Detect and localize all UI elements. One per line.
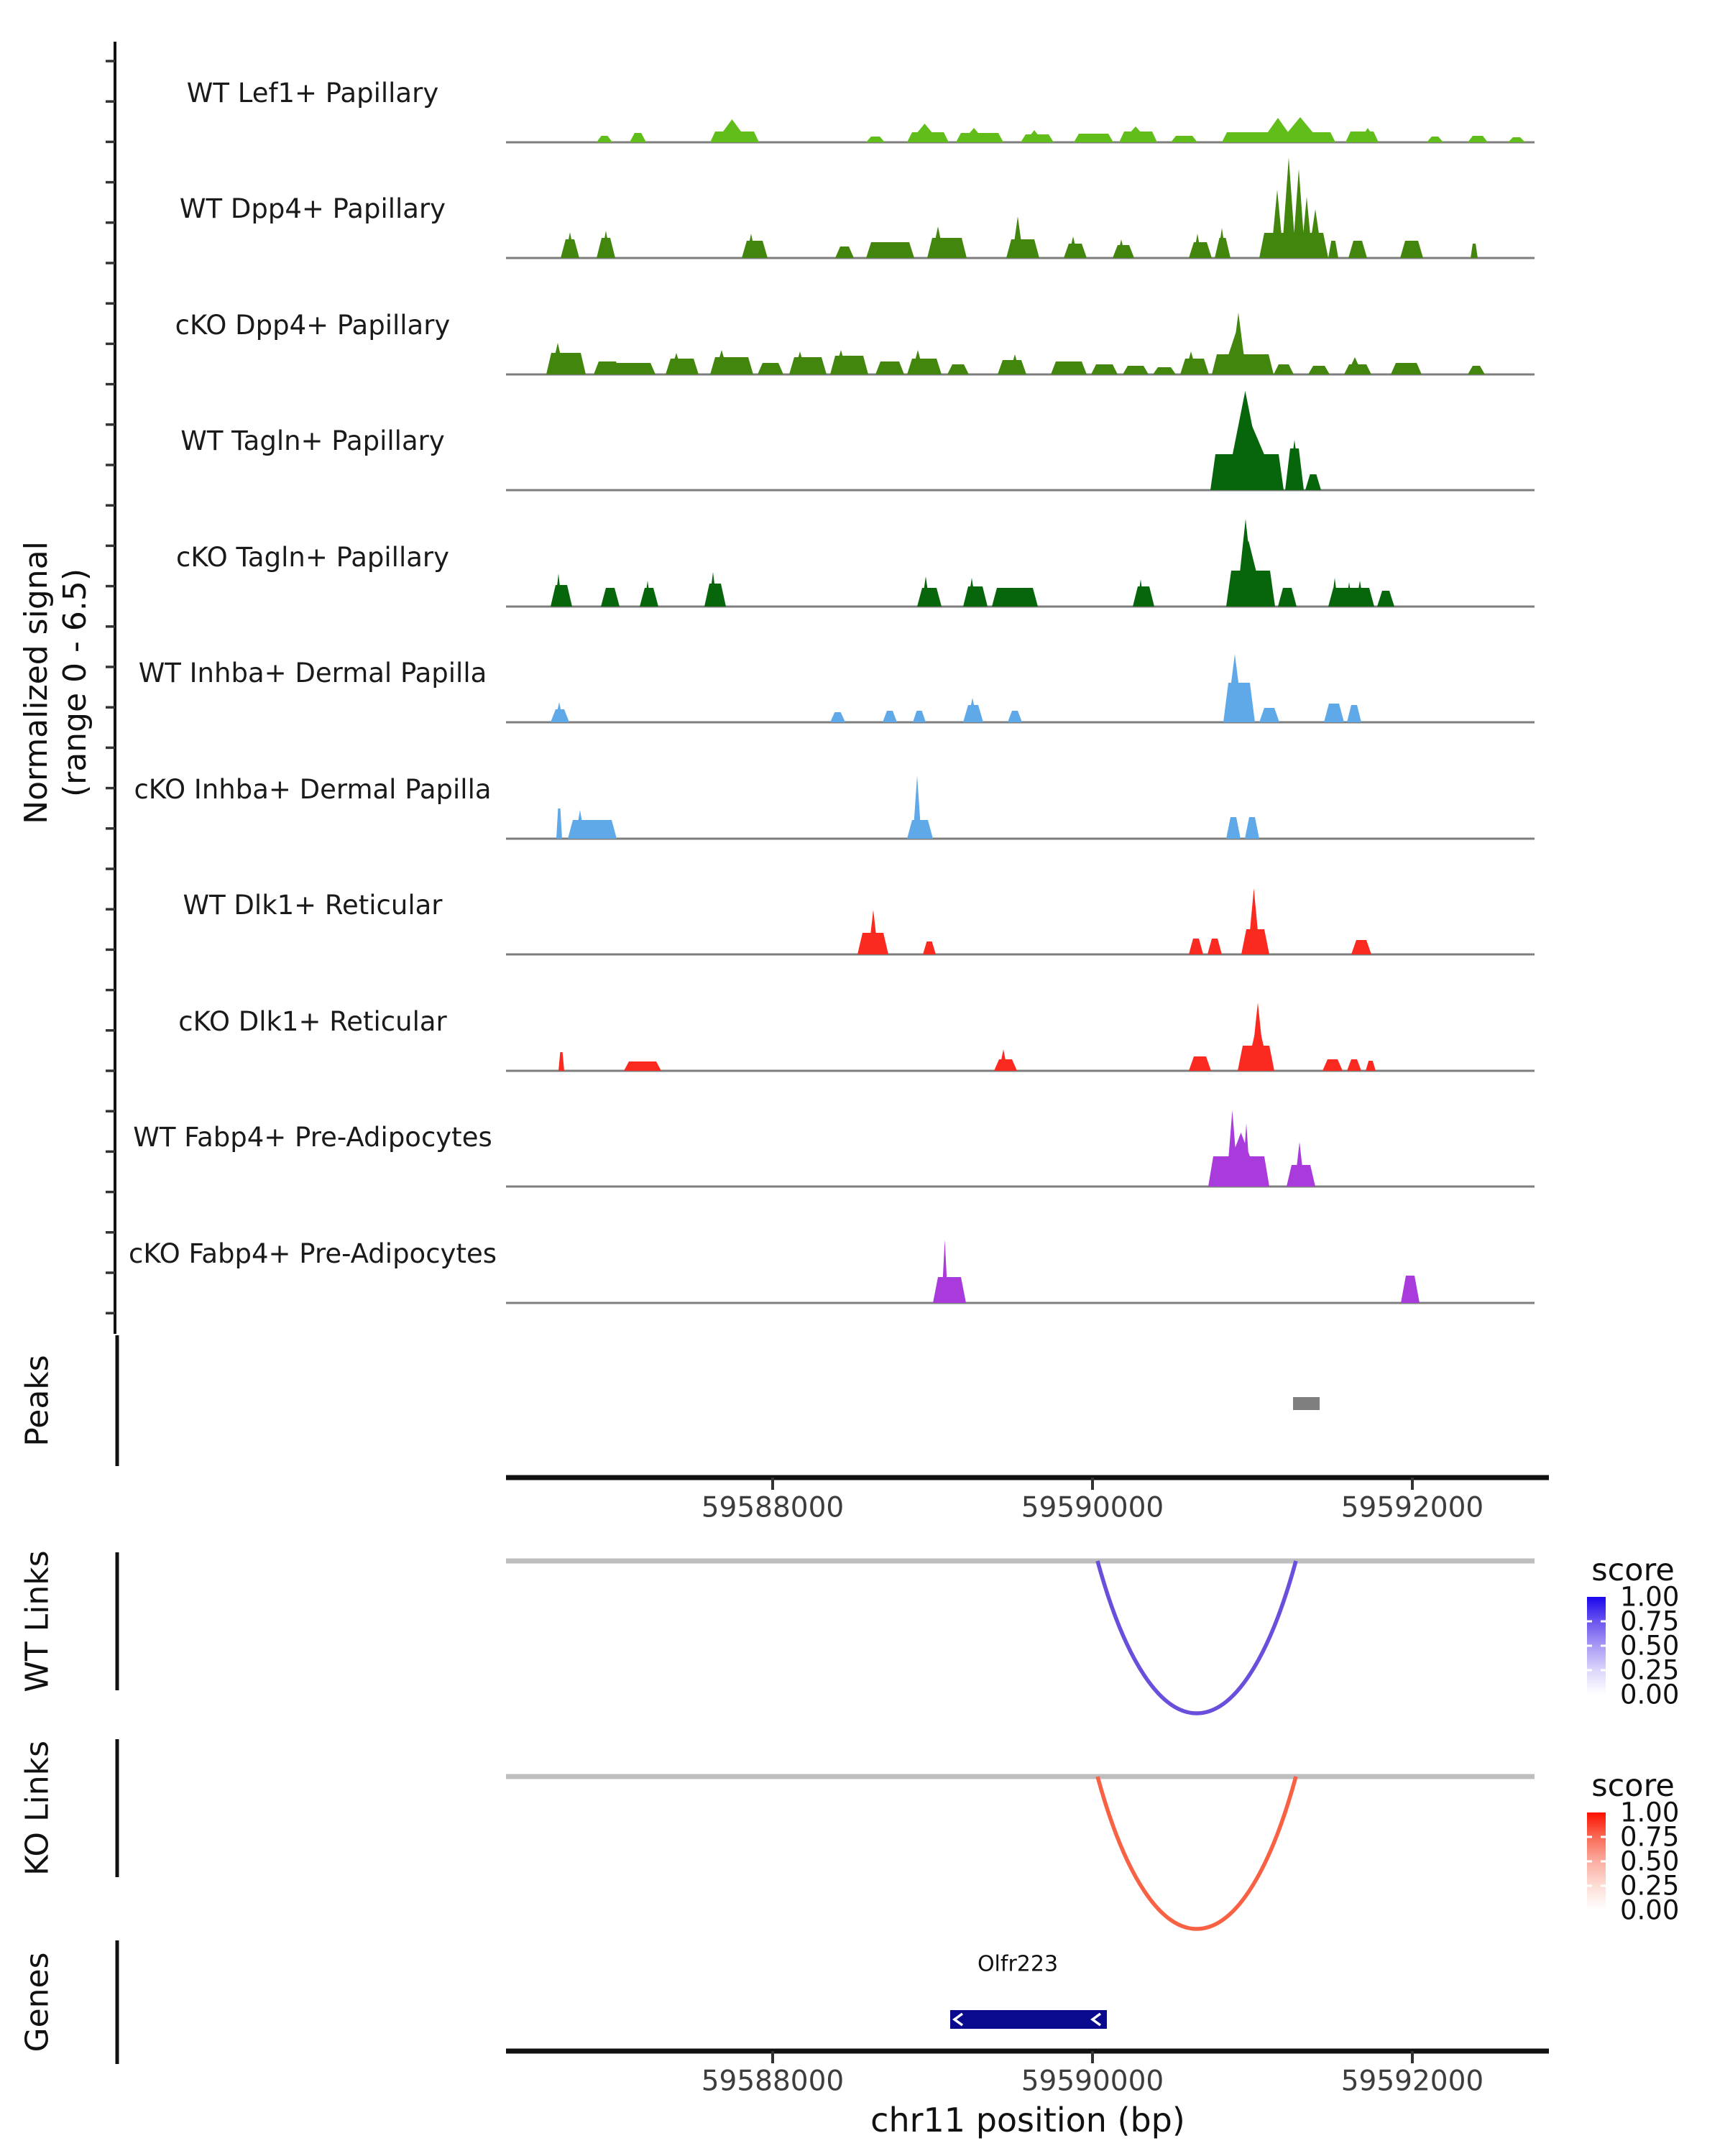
y-axis-title-line1: Normalized signal — [18, 541, 55, 824]
signal-track-area — [1245, 817, 1259, 839]
colorbar-tick-mark — [1601, 1861, 1606, 1863]
y-axis-title-line2: (range 0 - 6.5) — [57, 568, 93, 798]
signal-track-area — [568, 820, 617, 839]
signal-track-peak — [1251, 1003, 1265, 1071]
track-label: cKO Dpp4+ Papillary — [175, 310, 451, 341]
track-label: cKO Fabp4+ Pre-Adipocytes — [128, 1238, 497, 1269]
colorbar-tick-label: 0.00 — [1620, 1894, 1680, 1926]
signal-track-area — [1074, 134, 1113, 142]
signal-track-area — [1278, 588, 1297, 607]
signal-track-area — [624, 1061, 661, 1071]
track-label: WT Dlk1+ Reticular — [183, 890, 443, 921]
signal-track-area — [1051, 361, 1087, 374]
track-label: cKO Inhba+ Dermal Papilla — [134, 774, 492, 805]
peaks-box — [1293, 1397, 1320, 1410]
signal-track-peak — [1012, 216, 1024, 258]
colorbar-tick-mark — [1587, 1861, 1592, 1863]
signal-track-area — [1401, 1276, 1420, 1303]
signal-track-area — [630, 133, 646, 142]
signal-track-area — [1091, 364, 1118, 374]
signal-track-area — [1153, 367, 1176, 374]
signal-track-peak — [715, 119, 749, 142]
genomic-tick-label: 59592000 — [1340, 2065, 1484, 2098]
colorbar-tick-mark — [1587, 1621, 1592, 1623]
colorbar-tick-mark — [1587, 1836, 1592, 1838]
colorbar-tick-mark — [1587, 1669, 1592, 1672]
colorbar-tick-label: 0.50 — [1620, 1630, 1680, 1662]
track-label: WT Fabp4+ Pre-Adipocytes — [133, 1122, 492, 1153]
colorbar-tick-mark — [1601, 1669, 1606, 1672]
score-legend-title-wt: score — [1591, 1552, 1675, 1588]
signal-track-peak — [1294, 1142, 1305, 1187]
signal-track-area — [1347, 705, 1361, 722]
signal-track-area — [1366, 1061, 1376, 1071]
section-label-peaks: Peaks — [19, 1355, 56, 1447]
signal-track-area — [610, 363, 656, 374]
signal-track-area — [558, 1052, 564, 1071]
colorbar-tick-label: 0.00 — [1620, 1679, 1680, 1710]
signal-track-peak — [1271, 190, 1284, 258]
signal-track-area — [1348, 241, 1367, 258]
signal-track-peak — [1225, 391, 1265, 490]
colorbar-tick-mark — [1601, 1621, 1606, 1623]
signal-track-area — [875, 361, 904, 374]
colorbar-tick-label: 0.75 — [1620, 1606, 1680, 1637]
track-label: cKO Tagln+ Papillary — [175, 542, 450, 573]
signal-track-area — [1308, 366, 1330, 374]
signal-track-area — [866, 242, 914, 258]
signal-track-peak — [942, 1240, 948, 1303]
genomic-tick-label: 59590000 — [1021, 1491, 1164, 1524]
signal-track-area — [1508, 137, 1525, 142]
signal-track-area — [758, 363, 783, 374]
signal-track-area — [866, 137, 885, 142]
wt-link-arc — [1098, 1561, 1296, 1713]
genomic-tick-label: 59588000 — [701, 1491, 845, 1524]
colorbar-tick-mark — [1601, 1645, 1606, 1647]
track-label: WT Lef1+ Papillary — [186, 78, 439, 109]
signal-track-area — [1189, 939, 1203, 954]
signal-track-area — [1324, 704, 1344, 722]
signal-track-area — [1123, 366, 1149, 374]
colorbar-tick-mark — [1587, 1885, 1592, 1887]
score-legend-title-ko: score — [1591, 1768, 1675, 1804]
signal-track-area — [992, 588, 1038, 607]
gene-name-label: Olfr223 — [977, 1951, 1059, 1977]
signal-track-area — [1468, 366, 1485, 374]
track-label: WT Inhba+ Dermal Papilla — [138, 658, 487, 688]
signal-track-area — [597, 136, 612, 142]
colorbar-tick-label: 0.25 — [1620, 1654, 1680, 1686]
signal-track-area — [923, 941, 936, 954]
signal-track-area — [1305, 474, 1321, 490]
signal-track-area — [1208, 939, 1222, 954]
section-label-wt-links: WT Links — [19, 1550, 56, 1692]
signal-track-area — [1377, 591, 1394, 607]
signal-track-area — [1171, 136, 1197, 142]
ko-link-arc — [1098, 1777, 1296, 1929]
signal-track-area — [1189, 1056, 1211, 1071]
colorbar-tick-mark — [1587, 1645, 1592, 1647]
colorbar-tick-mark — [1601, 1836, 1606, 1838]
genomic-tick-label: 59590000 — [1021, 2065, 1164, 2098]
colorbar-tick-label: 0.75 — [1620, 1821, 1680, 1853]
colorbar-tick-label: 1.00 — [1620, 1581, 1680, 1613]
signal-track-area — [1226, 817, 1241, 839]
signal-track-area — [947, 364, 969, 374]
signal-track-area — [1008, 711, 1022, 722]
colorbar-tick-label: 0.25 — [1620, 1870, 1680, 1902]
signal-track-peak — [913, 775, 921, 839]
signal-track-area — [1400, 241, 1423, 258]
signal-track-area — [883, 711, 897, 722]
signal-track-peak — [1248, 888, 1260, 954]
signal-track-area — [933, 1277, 966, 1303]
signal-track-area — [1468, 136, 1488, 142]
genomic-tick-label: 59592000 — [1340, 1491, 1484, 1524]
signal-track-area — [1322, 1059, 1343, 1071]
section-label-genes: Genes — [19, 1952, 56, 2053]
signal-track-area — [601, 588, 620, 607]
signal-track-area — [1427, 137, 1443, 142]
track-label: WT Tagln+ Papillary — [180, 425, 445, 456]
colorbar-tick-mark — [1601, 1885, 1606, 1887]
signal-track-area — [556, 808, 562, 839]
signal-track-area — [1259, 708, 1279, 722]
signal-track-area — [835, 247, 854, 258]
colorbar-tick-label: 0.50 — [1620, 1846, 1680, 1877]
signal-track-area — [1471, 244, 1478, 258]
signal-track-area — [1391, 363, 1422, 374]
track-label: cKO Dlk1+ Reticular — [178, 1006, 447, 1037]
signal-track-area — [1328, 241, 1338, 258]
colorbar-tick-label: 1.00 — [1620, 1797, 1680, 1828]
signal-track-peak — [868, 910, 878, 954]
signal-track-area — [913, 711, 926, 722]
gene-body — [950, 2010, 1107, 2029]
x-axis-title: chr11 position (bp) — [870, 2101, 1185, 2139]
signal-track-area — [830, 712, 845, 722]
signal-track-area — [1351, 940, 1371, 954]
genomic-tick-label: 59588000 — [701, 2065, 845, 2098]
section-label-ko-links: KO Links — [19, 1740, 56, 1876]
signal-track-area — [1347, 1059, 1361, 1071]
signal-track-area — [1274, 364, 1294, 374]
track-label: WT Dpp4+ Papillary — [179, 193, 446, 224]
